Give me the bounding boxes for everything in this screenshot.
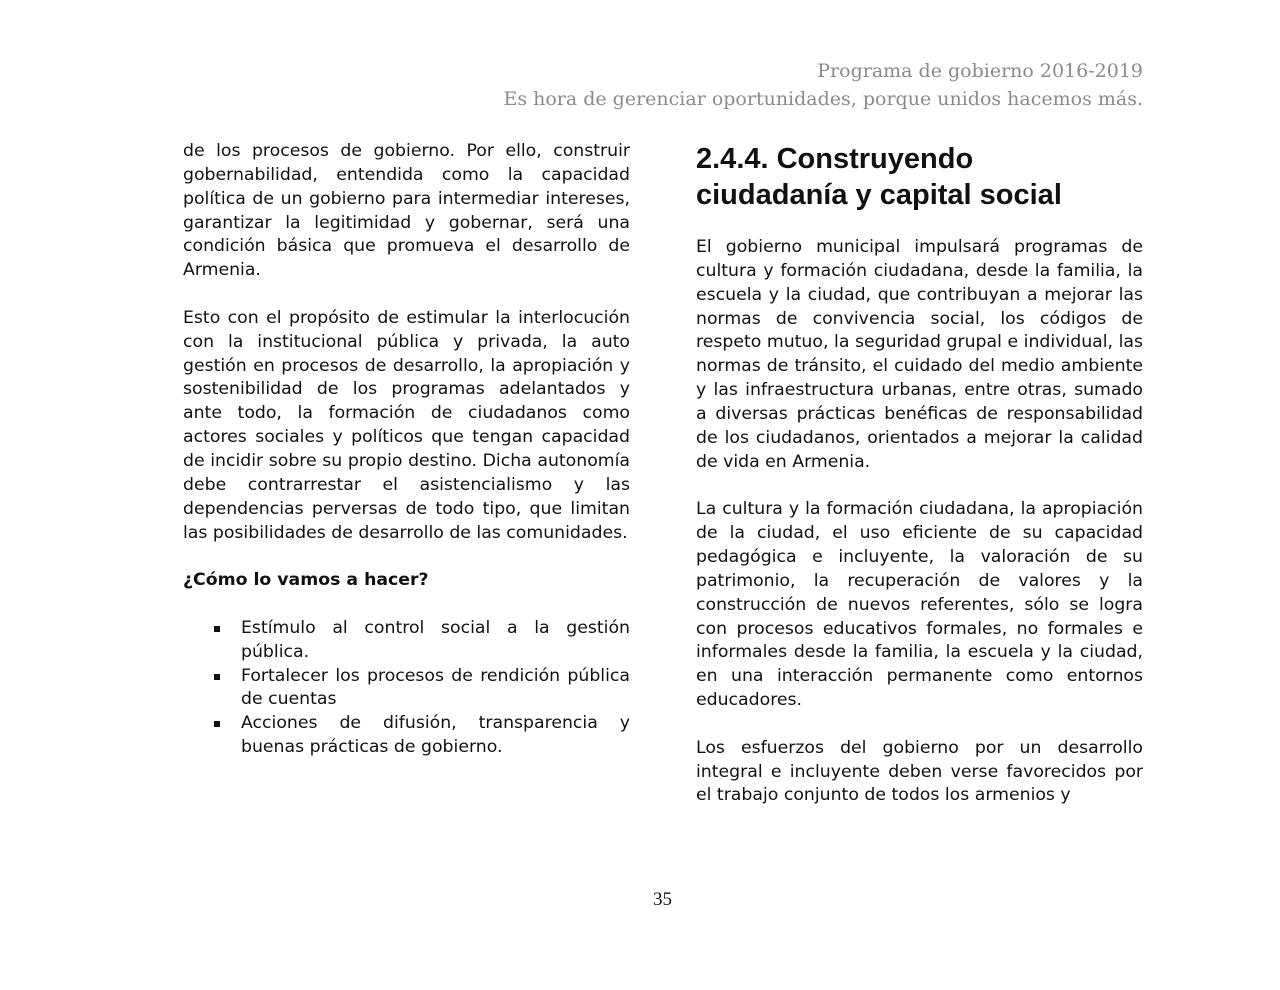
left-paragraph-2: Esto con el propósito de estimular la interlocución con la institucional pública y privada, la auto gestión en procesos de desarrollo, la apropiación y sostenibilidad de los programas adelantados y ante todo, la formación de ciudadanos como actores sociales y políticos que tengan capacidad de incidir sobre su propio destino. Dicha autonomía debe contrarrestar el asistencialismo y las dependencias perversas de todo tipo, que limitan las posibilidades de desarrollo de las comunidades.: [183, 307, 630, 543]
page-number: 35: [653, 889, 672, 910]
running-header: [503, 57, 1143, 113]
section-title: [696, 140, 1143, 213]
right-paragraph-2: La cultura y la formación ciudadana, la apropiación de la ciudad, el uso eficiente de su capacidad pedagógica e incluyente, la valoración de su patrimonio, la recuperación de valores y la construcción de nuevos referentes, sólo se logra con procesos educativos formales, no formales e informales desde la familia, la escuela y la ciudad, en una interacción permanente como entornos educadores.: [696, 499, 1143, 711]
section-title-line-1: 2.4.4. Construyendo: [696, 143, 974, 175]
left-paragraph-1: de los procesos de gobierno. Por ello, construir gobernabilidad, entendida como la capacidad política de un gobierno para intermediar intereses, garantizar la legitimidad y gobernar, será una condición básica que promueva el desarrollo de Armenia.: [183, 141, 630, 281]
how-subheading: ¿Cómo lo vamos a hacer?: [183, 570, 429, 591]
section-title-line-2: ciudadanía y capital social: [696, 179, 1062, 211]
list-item: Estímulo al control social a la gestión pública.: [241, 617, 630, 665]
header-program-title: Programa de gobierno 2016-2019: [817, 60, 1143, 82]
left-column: [183, 140, 630, 760]
list-item: Fortalecer los procesos de rendición pública de cuentas: [241, 665, 630, 713]
header-slogan: Es hora de gerenciar oportunidades, porque unidos hacemos más.: [503, 88, 1143, 110]
right-paragraph-1: El gobierno municipal impulsará programas de cultura y formación ciudadana, desde la familia, la escuela y la ciudad, que contribuyan a mejorar las normas de convivencia social, los códigos de respeto mutuo, la seguridad grupal e individual, las normas de tránsito, el cuidado del medio ambiente y las infraestructura urbanas, entre otras, sumado a diversas prácticas benéficas de responsabilidad de los ciudadanos, orientados a mejorar la calidad de vida en Armenia.: [696, 237, 1143, 472]
right-paragraph-3: Los esfuerzos del gobierno por un desarrollo integral e incluyente deben verse favorecidos por el trabajo conjunto de todos los armenios y: [696, 737, 1143, 806]
right-column: [696, 140, 1143, 808]
action-list: [183, 617, 630, 760]
list-item: Acciones de difusión, transparencia y buenas prácticas de gobierno.: [241, 712, 630, 760]
